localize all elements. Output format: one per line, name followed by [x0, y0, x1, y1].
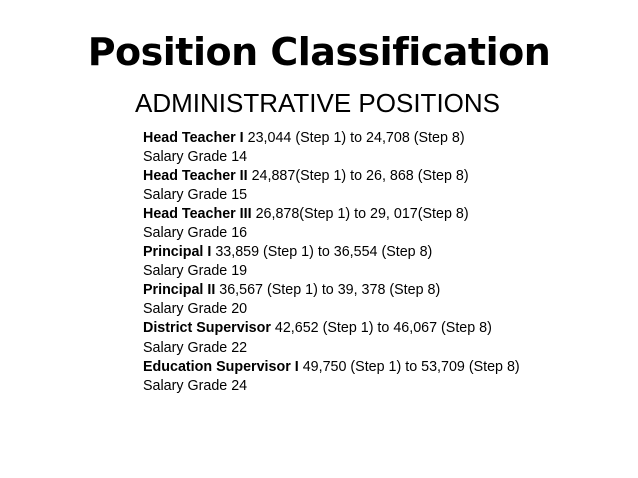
- slide-subtitle: ADMINISTRATIVE POSITIONS: [135, 88, 501, 118]
- salary-range: 42,652 (Step 1) to 46,067 (Step 8): [270, 320, 492, 337]
- salary-grade: Salary Grade 20: [143, 301, 248, 318]
- salary-grade: Salary Grade 22: [143, 339, 248, 356]
- position-line: [143, 205, 520, 224]
- salary-grade: Salary Grade 14: [143, 149, 248, 166]
- position-line: [143, 319, 520, 338]
- position-name: District Supervisor: [143, 320, 271, 337]
- position-name: Principal I: [143, 244, 212, 261]
- salary-grade: Salary Grade 19: [143, 263, 248, 280]
- salary-range: 49,750 (Step 1) to 53,709 (Step 8): [298, 358, 520, 375]
- position-name: Head Teacher I: [143, 130, 244, 146]
- salary-range: 36,567 (Step 1) to 39, 378 (Step 8): [215, 282, 441, 299]
- position-name: Principal II: [143, 282, 216, 299]
- position-line: [143, 167, 520, 186]
- salary-grade: Salary Grade 15: [143, 187, 248, 204]
- slide-title: Position Classification: [87, 30, 551, 74]
- position-list: [143, 129, 520, 396]
- salary-range: 33,859 (Step 1) to 36,554 (Step 8): [211, 244, 433, 261]
- position-name: Head Teacher III: [143, 206, 252, 223]
- position-line: [143, 358, 520, 377]
- salary-grade: Salary Grade 16: [143, 225, 248, 242]
- salary-range: 24,887(Step 1) to 26, 868 (Step 8): [247, 168, 469, 185]
- position-line: [143, 243, 520, 262]
- salary-grade: Salary Grade 24: [143, 377, 248, 394]
- position-name: Education Supervisor I: [143, 358, 299, 375]
- position-name: Head Teacher II: [143, 168, 248, 185]
- position-line: [143, 281, 520, 300]
- salary-range: 23,044 (Step 1) to 24,708 (Step 8): [243, 130, 465, 146]
- position-line: [143, 129, 520, 148]
- salary-range: 26,878(Step 1) to 29, 017(Step 8): [251, 206, 469, 223]
